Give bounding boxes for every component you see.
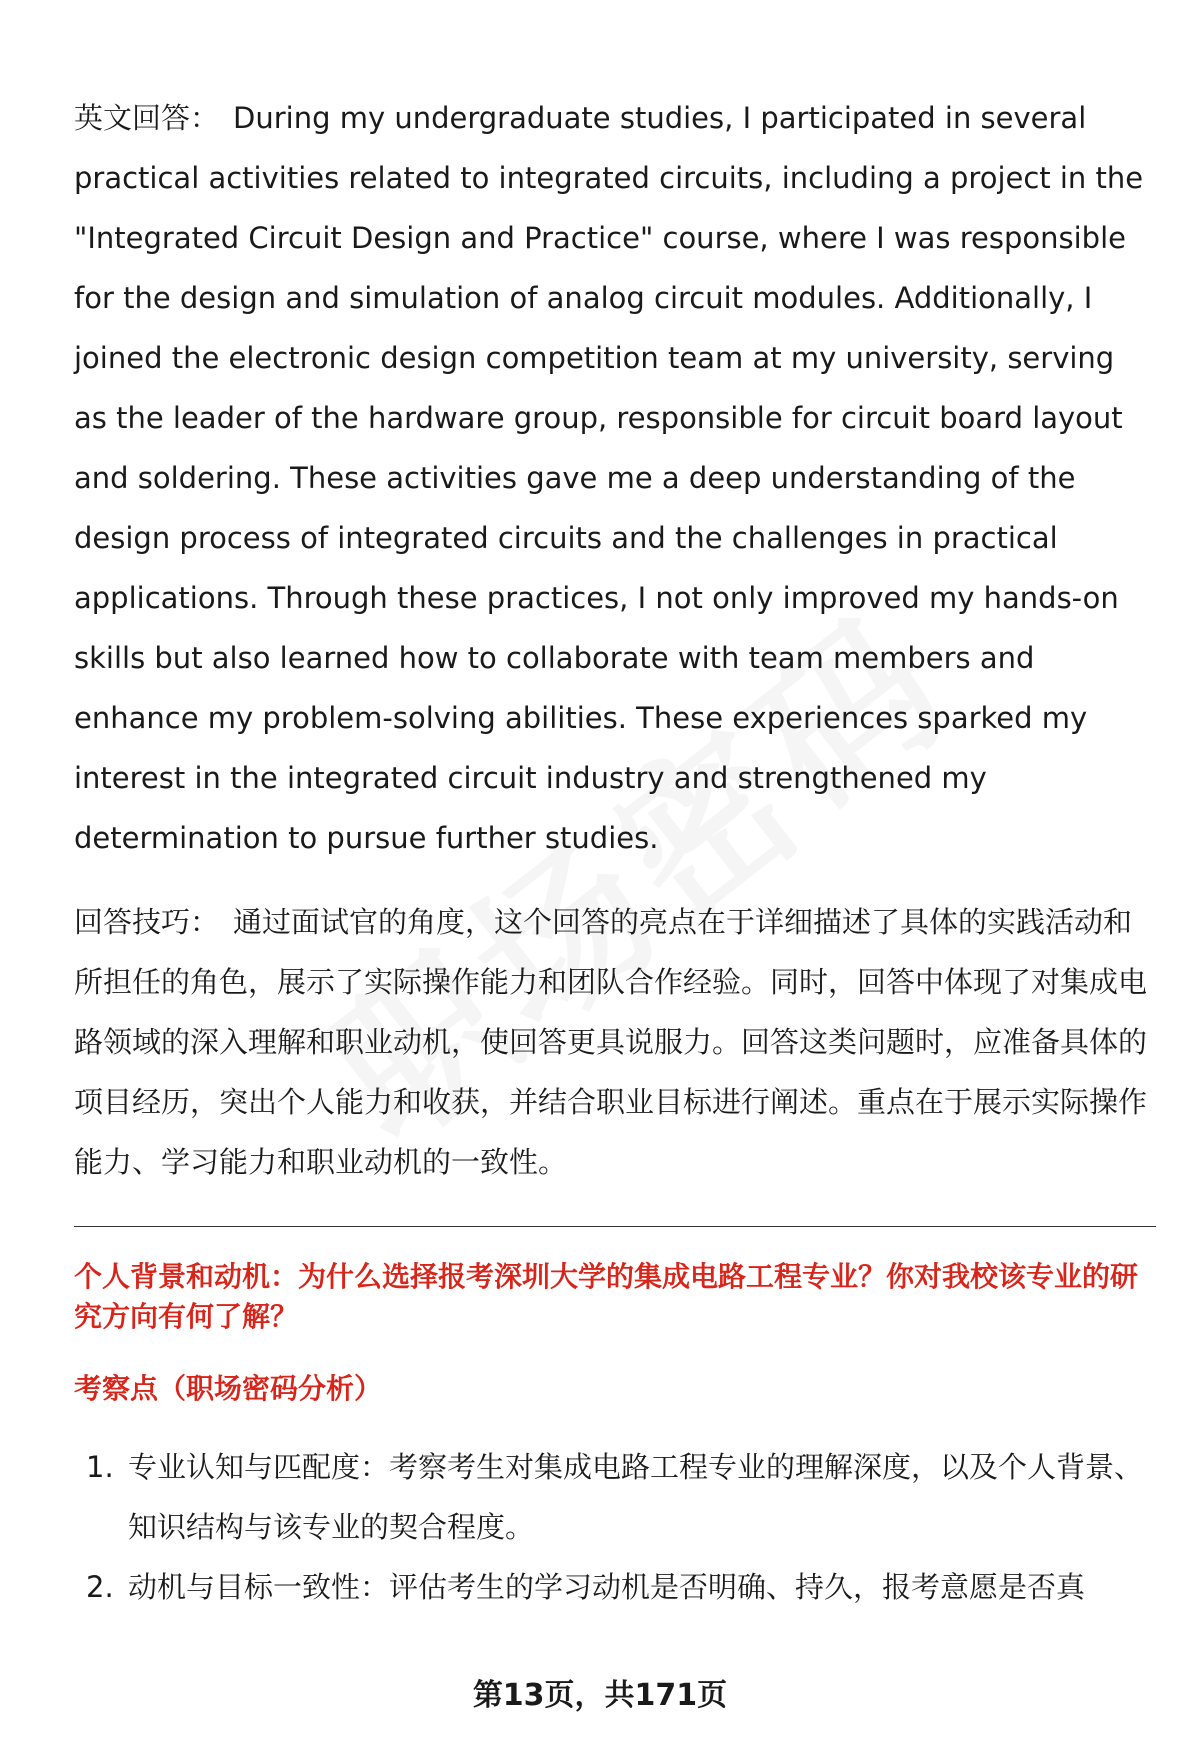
english-answer-text: During my undergraduate studies, I participated in several practical activities related to integrated circuits, including a project in the "Integrated Circuit Design and Practice" course, where I was responsible for the design and simulation of analog circuit modules. Additionally, I joined the electronic design competition team at my university, serving as the leader of the hardware group, responsible for circuit board layout and soldering. These activities gave me a deep understanding of the design process of integrated circuits and the challenges in practical applications. Through these practices, I not only improved my hands-on skills but also learned how to collaborate with team members and enhance my problem-solving abilities. These experiences sparked my interest in the integrated circuit industry and strengthened my determination to pursue further studies. — [74, 101, 1144, 855]
list-item-text: 动机与目标一致性：评估考生的学习动机是否明确、持久，报考意愿是否真 — [128, 1570, 1086, 1604]
list-item-number: 2. — [86, 1570, 114, 1604]
analysis-heading: 考察点（职场密码分析） — [74, 1372, 383, 1405]
list-item-number: 1. — [86, 1450, 114, 1484]
list-item — [74, 1557, 1154, 1617]
list-item — [74, 1437, 1154, 1557]
answer-tips-paragraph — [74, 892, 1154, 1192]
english-answer-paragraph — [74, 88, 1154, 868]
page-number: 第13页，共171页 — [472, 1678, 728, 1713]
list-item-text: 专业认知与匹配度：考察考生对集成电路工程专业的理解深度，以及个人背景、知识结构与该专业的契合程度。 — [128, 1450, 1144, 1544]
page-content — [74, 88, 1154, 1617]
section-divider — [74, 1226, 1156, 1227]
answer-tips-label: 回答技巧： — [74, 905, 220, 939]
answer-tips-text: 通过面试官的角度，这个回答的亮点在于详细描述了具体的实践活动和所担任的角色，展示了实际操作能力和团队合作经验。同时，回答中体现了对集成电路领域的深入理解和职业动机，使回答更具说服力。回答这类问题时，应准备具体的项目经历，突出个人能力和收获，并结合职业目标进行阐述。重点在于展示实际操作能力、学习能力和职业动机的一致性。 — [74, 905, 1148, 1179]
question-heading: 个人背景和动机：为什么选择报考深圳大学的集成电路工程专业？你对我校该专业的研究方向有何了解？ — [74, 1260, 1139, 1333]
analysis-list — [74, 1437, 1154, 1617]
english-answer-label: 英文回答： — [74, 101, 220, 135]
